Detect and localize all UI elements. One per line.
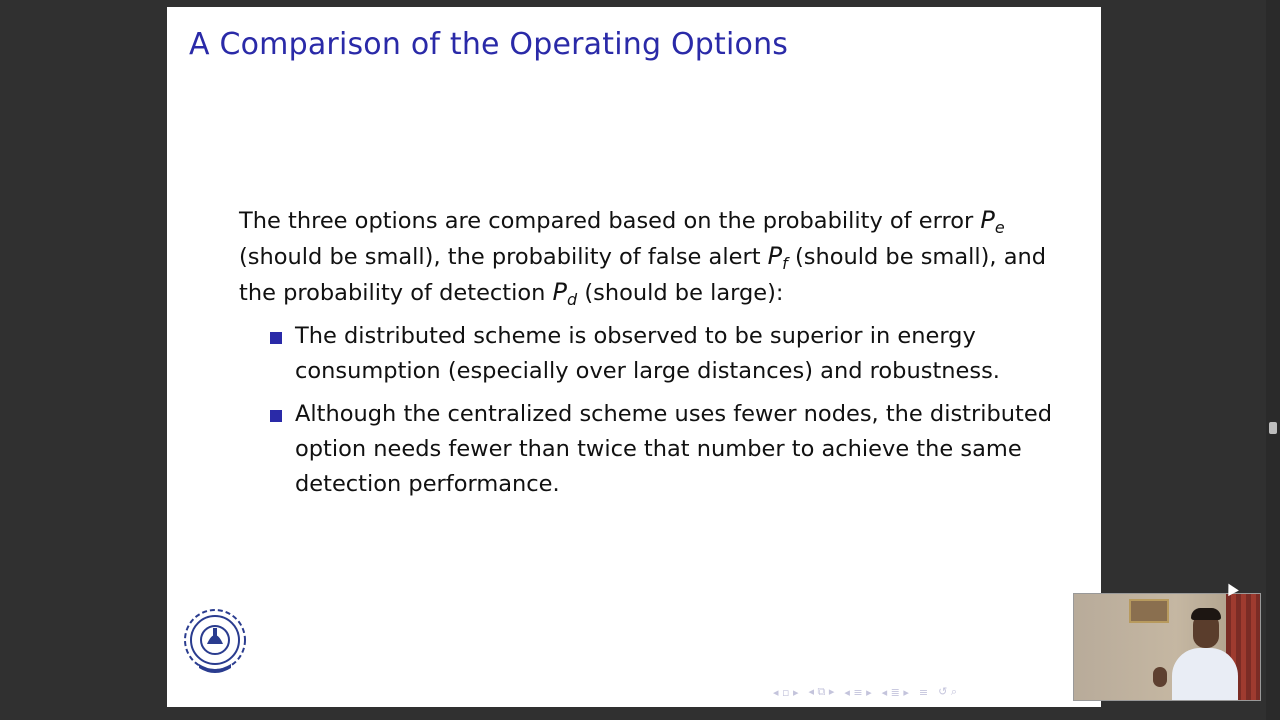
slide-page [167, 7, 1101, 707]
bullet-item [239, 397, 1059, 502]
bullet-item [239, 319, 1059, 389]
intro-text-1: The three options are compared based on the probability of error [239, 208, 981, 234]
subsection-nav-icon[interactable]: ◂ ⧉ ▸ [808, 685, 835, 698]
intro-text-3: (should be small), and the probability of detection [239, 244, 1047, 306]
symbol-pe: $P_e$ [980, 206, 1005, 237]
wall-frame [1129, 599, 1169, 623]
subsection-list-icon[interactable]: ◂ ≣ ▸ [881, 685, 909, 699]
align-icon[interactable]: ≡ [918, 685, 929, 699]
bullet-list [239, 319, 1059, 502]
symbol-pf: $P_f$ [767, 242, 788, 273]
vertical-scrollbar[interactable] [1266, 0, 1280, 720]
bullet-text: Although the centralized scheme uses fewer nodes, the distributed option needs fewer than twice that number to achieve the same detection performance. [295, 401, 1052, 497]
symbol-pd: $P_d$ [552, 278, 578, 309]
bullet-square-icon [270, 332, 282, 344]
section-nav-icon[interactable]: ◂ ≡ ▸ [844, 685, 872, 699]
beamer-navigation [773, 684, 957, 700]
bullet-text: The distributed scheme is observed to be superior in energy consumption (especially over large distances) and robustness. [295, 323, 1000, 384]
search-icon[interactable]: ↺ ⌕ [938, 685, 958, 698]
presenter-hair [1191, 608, 1221, 620]
bullet-square-icon [270, 410, 282, 422]
presenter-hand [1153, 667, 1167, 687]
institute-seal-icon [177, 604, 253, 680]
presenter-shirt [1172, 648, 1238, 700]
frame-nav-icon[interactable]: ◂ ▫ ▸ [773, 685, 799, 699]
scrollbar-thumb[interactable] [1269, 422, 1277, 434]
intro-text-2: (should be small), the probability of false alert [239, 244, 768, 270]
intro-paragraph [239, 203, 1059, 311]
slide-title: A Comparison of the Operating Options [189, 27, 789, 62]
intro-text-4: (should be large): [577, 280, 784, 306]
slide-body [239, 203, 1059, 510]
presenter-video [1073, 593, 1261, 701]
